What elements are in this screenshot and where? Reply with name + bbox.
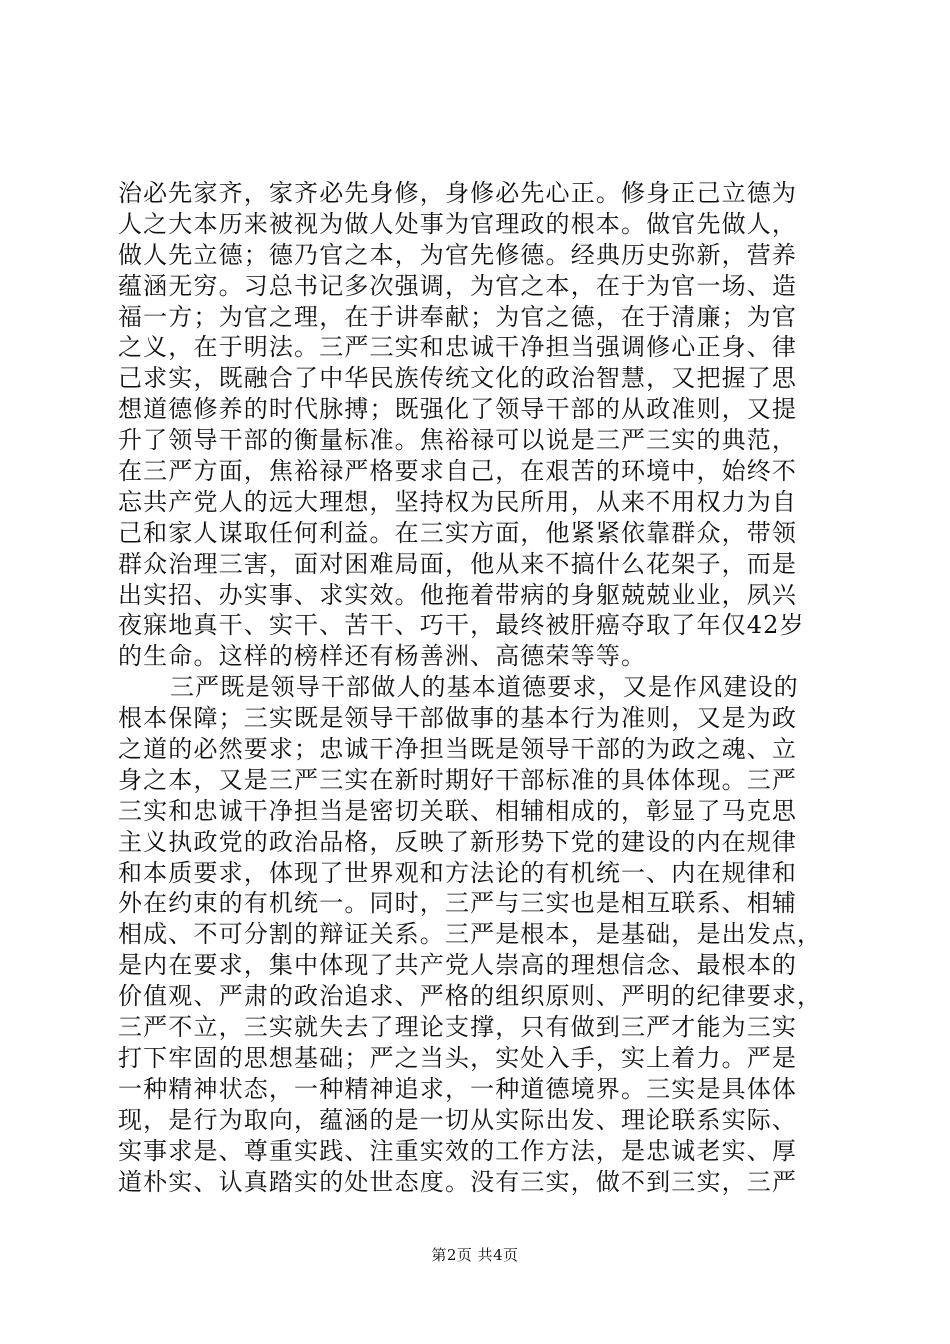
text-line: 做人先立德；德乃官之本，为官先修德。经典历史弥新，营养 — [118, 240, 798, 269]
text-line: 价值观、严肃的政治追求、严格的组织原则、严明的纪律要求， — [118, 982, 823, 1011]
text-line: 在三严方面，焦裕禄严格要求自己，在艰苦的环境中，始终不 — [118, 457, 798, 486]
text-line: 外在约束的有机统一。同时，三严与三实也是相互联系、相辅 — [118, 889, 798, 918]
text-line: 治必先家齐，家齐必先身修，身修必先心正。修身正己立德为 — [118, 179, 798, 207]
text-line: 之道的必然要求；忠诚干净担当既是领导干部的为政之魂、立 — [118, 735, 798, 764]
text-line: 想道德修养的时代脉搏；既强化了领导干部的从政准则，又提 — [118, 395, 798, 424]
text-line: 福一方；为官之理，在于讲奉献；为官之德，在于清廉；为官 — [118, 302, 798, 331]
page-footer: 第2页 共4页 — [431, 1246, 519, 1264]
text-line: 根本保障；三实既是领导干部做事的基本行为准则，又是为政 — [118, 704, 798, 733]
text-line: 之义，在于明法。三严三实和忠诚干净担当强调修心正身、律 — [118, 333, 798, 362]
text-line: 群众治理三害，面对困难局面，他从来不搞什么花架子，而是 — [118, 549, 798, 578]
text-line: 出实招、办实事、求实效。他拖着带病的身躯兢兢业业，夙兴 — [118, 580, 798, 609]
text-line: 现，是行为取向，蕴涵的是一切从实际出发、理论联系实际、 — [118, 1105, 798, 1134]
text-line: 人之大本历来被视为做人处事为官理政的根本。做官先做人， — [118, 209, 798, 238]
text-line: 蕴涵无穷。习总书记多次强调，为官之本，在于为官一场、造 — [118, 271, 798, 300]
text-line: 打下牢固的思想基础；严之当头，实处入手，实上着力。严是 — [118, 1043, 798, 1072]
text-line: 是内在要求，集中体现了共产党人崇高的理想信念、最根本的 — [118, 951, 798, 980]
text-line: 和本质要求，体现了世界观和方法论的有机统一、内在规律和 — [118, 858, 798, 887]
text-line: 三实和忠诚干净担当是密切关联、相辅相成的，彰显了马克思 — [118, 796, 798, 825]
text-line: 主义执政党的政治品格，反映了新形势下党的建设的内在规律 — [118, 827, 798, 856]
body-text — [118, 178, 836, 1197]
paragraph-start-line: 三严既是领导干部做人的基本道德要求，又是作风建设的 — [170, 673, 799, 702]
text-line: 的生命。这样的榜样还有杨善洲、高德荣等等。 — [118, 642, 647, 671]
text-line: 一种精神状态，一种精神追求，一种道德境界。三实是具体体 — [118, 1074, 798, 1103]
text-line: 升了领导干部的衡量标准。焦裕禄可以说是三严三实的典范， — [118, 426, 798, 455]
text-line: 相成、不可分割的辩证关系。三严是根本，是基础，是出发点， — [118, 920, 823, 949]
text-line: 道朴实、认真踏实的处世态度。没有三实，做不到三实，三严 — [118, 1167, 798, 1196]
text-line: 身之本，又是三严三实在新时期好干部标准的具体体现。三严 — [118, 765, 798, 794]
text-line: 三严不立，三实就失去了理论支撑，只有做到三严才能为三实 — [118, 1013, 798, 1042]
text-line: 夜寐地真干、实干、苦干、巧干，最终被肝癌夺取了年仅42岁 — [118, 611, 805, 640]
text-line: 忘共产党人的远大理想，坚持权为民所用，从来不用权力为自 — [118, 487, 798, 516]
text-line: 己求实，既融合了中华民族传统文化的政治智慧，又把握了思 — [118, 364, 798, 393]
text-line: 实事求是、尊重实践、注重实效的工作方法，是忠诚老实、厚 — [118, 1136, 798, 1165]
text-line: 己和家人谋取任何利益。在三实方面，他紧紧依靠群众，带领 — [118, 518, 798, 547]
